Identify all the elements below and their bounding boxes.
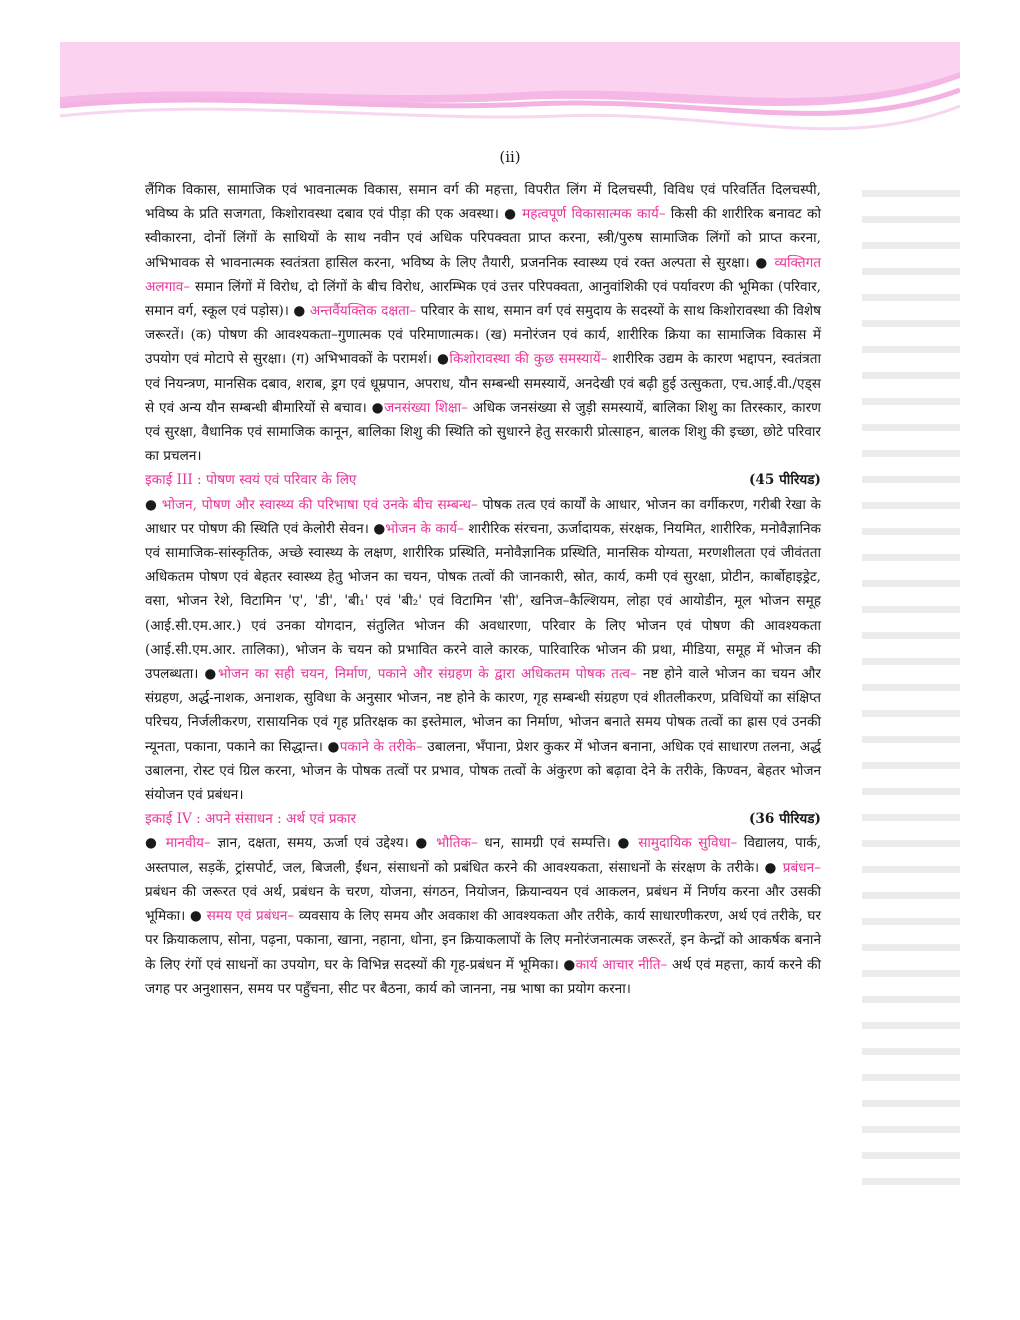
bullet-marker: ●: [436, 351, 450, 368]
paragraph-resources: [145, 831, 821, 1000]
bullet-marker: ●: [504, 206, 523, 223]
topic-heading: प्रबंधन–: [782, 859, 821, 876]
margin-stripe: [862, 450, 960, 457]
margin-stripe: [862, 1152, 960, 1159]
margin-stripe: [862, 658, 960, 665]
topic-heading: व्यक्तिगत अलगाव–: [145, 254, 821, 295]
margin-stripe: [862, 1022, 960, 1029]
body-text: अधिक जनसंख्या से जुड़ी समस्यायें, बालिका शिशु का तिरस्कार, कारण एवं सुरक्षा, वैधानिक एवं सामाजिक कानून, बालिका शिशु की स्थिति को सुधारने हेतु सरकारी प्रोत्साहन, बालक शिशु की इच्छा, छोटे परिवार का प्रचलन।: [145, 399, 821, 465]
unit-3-heading: [145, 468, 821, 492]
topic-heading: भोजन के कार्य–: [385, 520, 469, 537]
body-text: शारीरिक उद्यम के कारण भद्दापन, स्वतंत्रता एवं नियन्त्रण, मानसिक दबाव, शराब, ड्रग एवं धूम्रपान, अपराध, यौन सम्बन्धी समस्यायें, अनदेखी एवं बढ़ी हुई उत्सुकता, एच.आई.वी./एड्स से एवं अन्य यौन सम्बन्धी बीमारियों से बचाव।: [145, 351, 821, 416]
bullet-marker: ●: [145, 835, 166, 852]
margin-stripe: [862, 944, 960, 951]
body-text: अर्थ एवं महत्ता, कार्य करने की जगह पर अनुशासन, समय पर पहुँचना, सीट पर बैठना, कार्य को जानना, नम्र भाषा का प्रयोग करना।: [145, 956, 821, 997]
body-text: लैंगिक विकास, सामाजिक एवं भावनात्मक विकास, समान वर्ग की महत्ता, विपरीत लिंग में दिलचस्पी, विविध एवं परिवर्तित दिलचस्पी, भविष्य के प्रति सजगता, किशोरावस्था दबाव एवं पीड़ा की एक अवस्था।: [145, 182, 821, 223]
margin-stripe: [862, 346, 960, 353]
body-text: पोषक तत्व एवं कार्यों के आधार, भोजन का वर्गीकरण, गरीबी रेखा के आधार पर पोषण की स्थिति एवं केलोरी सेवन।: [145, 496, 821, 537]
margin-stripe: [862, 632, 960, 639]
topic-heading: भौतिक–: [436, 835, 485, 852]
topic-heading: कार्य आचार नीति–: [575, 956, 672, 973]
topic-heading: भोजन का सही चयन, निर्माण, पकाने और संग्रहण के द्वारा अधिकतम पोषक तत्व–: [217, 666, 643, 683]
bullet-marker: ●: [373, 520, 386, 537]
margin-stripes: [862, 190, 960, 1200]
margin-stripe: [862, 1178, 960, 1185]
bullet-marker: ●: [764, 859, 783, 876]
topic-heading: महत्वपूर्ण विकासात्मक कार्य–: [522, 206, 671, 223]
margin-stripe: [862, 684, 960, 691]
bullet-marker: ●: [563, 956, 576, 973]
margin-stripe: [862, 788, 960, 795]
body-text: नष्ट होने वाले भोजन का चयन और संग्रहण, अर्द्ध-नाशक, अनाशक, सुविधा के अनुसार भोजन, नष्ट होने के कारण, गृह सम्बन्धी संग्रहण एवं शीतलीकरण, प्रविधियों का संक्षिप्त परिचय, निर्जलीकरण, रासायनिक एवं गृह प्रतिरक्षक का इस्तेमाल, भोजन का निर्माण, भोजन बनाते समय पोषक तत्वों का ह्रास एवं उनकी न्यूनता, पकाना, पकाने का सिद्धान्त।: [145, 666, 821, 755]
page-number: (ii): [499, 148, 521, 166]
unit-3-title: इकाई III : पोषण स्वयं एवं परिवार के लिए: [145, 472, 357, 489]
unit-4-title: इकाई IV : अपने संसाधन : अर्थ एवं प्रकार: [145, 811, 357, 828]
unit-3-periods: (45 पीरियड): [749, 472, 821, 489]
margin-stripe: [862, 1100, 960, 1107]
margin-stripe: [862, 710, 960, 717]
paragraph-nutrition: [145, 493, 821, 808]
margin-stripe: [862, 320, 960, 327]
body-text: धन, सामग्री एवं सम्पत्ति।: [484, 835, 618, 852]
topic-heading: भोजन, पोषण और स्वास्थ्य की परिभाषा एवं उनके बीच सम्बन्ध–: [161, 496, 483, 513]
topic-heading: अन्तर्वैयक्तिक दक्षता–: [309, 303, 421, 320]
body-text: विद्यालय, पार्क, अस्तपाल, सड़कें, ट्रांसपोर्ट, जल, बिजली, ईंधन, संसाधनों को प्रबंधित करने की आवश्यकता, संसाधनों के संरक्षण के तरीके।: [145, 835, 822, 876]
unit-4-periods: (36 पीरियड): [749, 811, 821, 828]
body-text: प्रबंधन की जरूरत एवं अर्थ, प्रबंधन के चरण, योजना, संगठन, नियोजन, क्रियान्वयन एवं आकलन, प्रबंधन में निर्णय करना और उसकी भूमिका।: [145, 883, 821, 925]
syllabus-content: [145, 178, 821, 1001]
margin-stripe: [862, 892, 960, 899]
bullet-marker: ●: [189, 908, 207, 925]
body-text: शारीरिक संरचना, ऊर्जादायक, संरक्षक, नियमित, शारीरिक, मनोवैज्ञानिक एवं सामाजिक-सांस्कृतिक, अच्छे स्वास्थ्य के लक्षण, शारीरिक प्रस्थिति, मनोवैज्ञानिक प्रस्थिति, मानसिक योग्यता, मरणशीलता एवं जीवंतता अधिकतम पोषण एवं बेहतर स्वास्थ्य हेतु भोजन का चयन, पोषक तत्वों की जानकारी, स्रोत, कार्य, कमी एवं सुरक्षा, प्रोटीन, कार्बोहाइड्रेट, वसा, भोजन रेशे, विटामिन 'ए', 'डी', 'बी₁' एवं 'बी₂' एवं विटामिन 'सी', खनिज–कैल्शियम, लोहा एवं आयोडीन, मूल भोजन समूह (आई.सी.एम.आर.) एवं उनका योगदान, संतुलित भोजन की अवधारणा, परिवार के लिए भोजन एवं पोषण की आवश्यकता (आई.सी.एम.आर. तालिका), भोजन के चयन को प्रभावित करने वाले कारक, पारिवारिक भोजन की प्रथा, मीडिया, समूह में भोजन की उपलब्धता।: [145, 520, 821, 683]
topic-heading: पकाने के तरीके–: [339, 738, 428, 755]
topic-heading: समय एवं प्रबंधन–: [206, 908, 299, 925]
bullet-marker: ●: [204, 666, 218, 683]
bullet-marker: ●: [755, 254, 775, 271]
margin-stripe: [862, 814, 960, 821]
bullet-marker: ●: [415, 835, 437, 852]
margin-stripe: [862, 372, 960, 379]
paragraph-adolescence: [145, 178, 821, 468]
topic-heading: मानवीय–: [165, 835, 218, 852]
margin-stripe: [862, 528, 960, 535]
margin-stripe: [862, 554, 960, 561]
margin-stripe: [862, 476, 960, 483]
topic-heading: किशोरावस्था की कुछ समस्यायें–: [449, 351, 613, 368]
bullet-marker: ●: [145, 496, 162, 513]
margin-stripe: [862, 918, 960, 925]
margin-stripe: [862, 1074, 960, 1081]
body-text: उबालना, भँपाना, प्रेशर कुकर में भोजन बनाना, अधिक एवं साधारण तलना, अर्द्ध उबालना, रोस्ट एवं ग्रिल करना, भोजन के पोषक तत्वों पर प्रभाव, पोषक तत्वों के अंकुरण को बढ़ावा देने के तरीके, किण्वन, बेहतर भोजन संयोजन एवं प्रबंधन।: [145, 738, 821, 804]
margin-stripe: [862, 216, 960, 223]
margin-stripe: [862, 268, 960, 275]
bullet-marker: ●: [617, 835, 639, 852]
margin-stripe: [862, 190, 960, 197]
body-text: परिवार के साथ, समान वर्ग एवं समुदाय के सदस्यों के साथ किशोरावस्था की विशेष जरूरतें। (क) पोषण की आवश्यकता–गुणात्मक एवं परिमाणात्मक। (ख) मनोरंजन एवं कार्य, शारीरिक क्रिया का सामाजिक विकास में उपयोग एवं मोटापे से सुरक्षा। (ग) अभिभावकों के परामर्श।: [145, 303, 822, 368]
header-decoration: [60, 42, 960, 162]
topic-heading: सामुदायिक सुविधा–: [638, 835, 744, 852]
margin-stripe: [862, 1126, 960, 1133]
margin-stripe: [862, 242, 960, 249]
bullet-marker: ●: [293, 303, 310, 320]
margin-stripe: [862, 1048, 960, 1055]
body-text: व्यवसाय के लिए समय और अवकाश की आवश्यकता और तरीके, कार्य साधारणीकरण, अर्थ एवं तरीके, घर पर क्रियाकलाप, सोना, पढ़ना, पकाना, खाना, नहाना, धोना, इन क्रियाकलापों के लिए मनोरंजनात्मक जरूरतें, इन केन्द्रों को आकर्षक बनाने के लिए रंगों एवं साधनों का उपयोग, घर के विभिन्न सदस्यों की गृह-प्रबंधन में भूमिका।: [145, 908, 822, 973]
margin-stripe: [862, 424, 960, 431]
margin-stripe: [862, 502, 960, 509]
margin-stripe: [862, 996, 960, 1003]
margin-stripe: [862, 736, 960, 743]
margin-stripe: [862, 580, 960, 587]
unit-4-heading: [145, 807, 821, 831]
margin-stripe: [862, 866, 960, 873]
margin-stripe: [862, 840, 960, 847]
margin-stripe: [862, 294, 960, 301]
body-text: किसी की शारीरिक बनावट को स्वीकारना, दोनों लिंगों के साथियों के साथ नवीन एवं अधिक परिपक्वता प्राप्त करना, स्त्री/पुरुष सामाजिक लिंगों को प्राप्त करना, अभिभावक से भावनात्मक स्वतंत्रता हासिल करना, भविष्य के लिए तैयारी, प्रजननिक स्वास्थ्य एवं रक्त अल्पता से सुरक्षा।: [145, 206, 821, 271]
bullet-marker: ●: [371, 399, 385, 416]
body-text: ज्ञान, दक्षता, समय, ऊर्जा एवं उद्देश्य।: [217, 835, 416, 852]
topic-heading: जनसंख्या शिक्षा–: [384, 399, 473, 416]
bullet-marker: ●: [327, 738, 340, 755]
margin-stripe: [862, 970, 960, 977]
margin-stripe: [862, 762, 960, 769]
margin-stripe: [862, 606, 960, 613]
margin-stripe: [862, 398, 960, 405]
body-text: समान लिंगों में विरोध, दो लिंगों के बीच विरोध, आरम्भिक एवं उत्तर परिपक्वता, आनुवांशिकी एवं पर्यावरण की भूमिका (परिवार, समान वर्ग, स्कूल एवं पड़ोस)।: [145, 278, 821, 320]
